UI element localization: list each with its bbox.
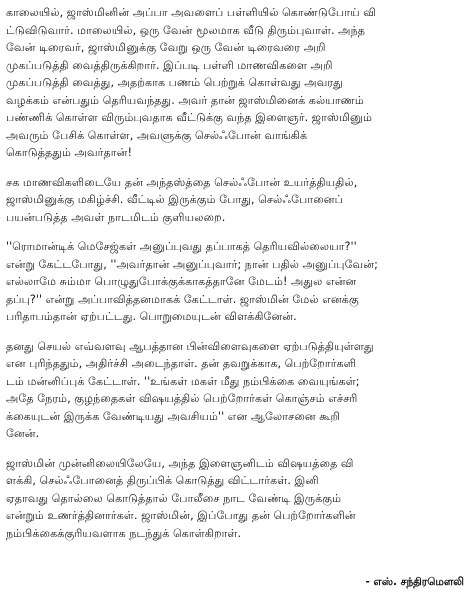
text-line: வேன் டிரைவர், ஜாஸ்மினுக்கு வேறு ஒரு வேன் டிரைவரை அறி	[6, 41, 326, 54]
article-paragraph	[6, 4, 468, 162]
text-line: தனது செயல் எவ்வளவு ஆபத்தான பின்விளைவுகளை ஏற்படுத்தியுள்ளது	[6, 339, 374, 353]
article-paragraph	[6, 238, 468, 326]
text-line: என்றும் உணர்த்தினார்கள். ஜாஸ்மின், இப்போது தன் பெற்றோர்களின்	[6, 509, 356, 522]
text-line: ஜாஸ்மின் முன்னிலையிலேயே, அந்த இளைஞனிடம் விஷயத்தை வி	[6, 456, 354, 470]
text-line: பரிதாபம்தான் ஏற்பட்டது. பொறுமையுடன் விளக்கினேன்.	[6, 310, 297, 323]
text-line: னேன்.	[6, 427, 40, 440]
text-line: டம் மன்னிப்புக் கேட்டாள். ''உங்கள் மகள் மீது நம்பிக்கை வையுங்கள்;	[6, 374, 360, 388]
text-line: முகப்படுத்தி வைத்து, அதற்காக பணம் பெற்றுக் கொள்வது அவரது	[6, 76, 343, 89]
text-line: என புரிந்ததும், அதிர்ச்சி அடைந்தாள். தன் தவறுக்காக, பெற்றோர்களி	[6, 357, 357, 370]
text-line: வழக்கம் என்பதும் தெரியவந்தது. அவர் தான் ஜாஸ்மினைக் கல்யாணம்	[6, 93, 364, 107]
text-line: என்று கேட்டபோது, ''அவர்தான் அனுப்புவார்; நான் பதில் அனுப்புவேன்;	[6, 257, 378, 271]
text-line: ஜாஸ்மினுக்கு மகிழ்ச்சி. வீட்டில் இருக்கும் போது, செல்ஃபோனைப்	[6, 193, 343, 206]
article-paragraph	[6, 455, 468, 543]
text-line: அதே நேரம், குழந்தைகள் விஷயத்தில் பெற்றோர்கள் கொஞ்சம் எச்சரி	[6, 392, 358, 405]
text-line: தப்பு?'' என்று அப்பாவித்தனமாகக் கேட்டாள். ஜாஸ்மின் மேல் எனக்கு	[6, 292, 359, 306]
article-paragraph	[6, 174, 468, 227]
text-line: க்கையுடன் இருக்க வேண்டியது அவசியம்'' என ஆலோசனை கூறி	[6, 409, 341, 423]
text-line: ஏதாவது தொல்லை கொடுத்தால் போலீசை நாட வேண்டி இருக்கும்	[6, 491, 342, 505]
author-signature: - எஸ். சந்திரமௌலி	[365, 576, 464, 588]
text-line: பண்ணிக் கொள்ள விரும்புவதாக வீட்டுக்கு வந்த இளைஞர். ஜாஸ்மினும்	[6, 111, 372, 124]
article-paragraph	[6, 338, 468, 443]
text-line: கொடுத்ததும் அவர்தான்!	[6, 146, 132, 159]
text-line: நம்பிக்கைக்குரியவளாக நடந்துக் கொள்கிறாள்.	[6, 526, 242, 540]
text-line: ''ரொமான்டிக் மெசேஜ்கள் அனுப்புவது தப்பாகத் தெரியவில்லையா?''	[6, 240, 357, 253]
text-line: எல்லாமே சும்மா பொழுதுபோக்குக்காகத்தானே மேடம்! அதுல என்ன	[6, 275, 357, 288]
article-body	[6, 4, 468, 542]
text-line: அவரும் பேசிக் கொள்ள, அவளுக்கு செல்ஃபோன் வாங்கிக்	[6, 128, 308, 142]
text-line: காலையில், ஜாஸ்மினின் அப்பா அவளைப் பள்ளியில் கொண்டுபோய் வி	[6, 6, 376, 19]
text-line: ட்டுவிடுவார். மாலையில், ஒரு வேன் மூலமாக வீடு திரும்புவாள். அந்த	[6, 23, 366, 37]
text-line: பயன்படுத்த அவள் நாடமிடம் குளியலறை.	[6, 210, 226, 224]
text-line: சக மாணவிகளிடையே தன் அந்தஸ்த்தை செல்ஃபோன் உயர்த்தியதில்,	[6, 175, 358, 189]
text-line: ளக்கி, செல்ஃபோனைத் திருப்பிக் கொடுத்து விட்டார்கள். இனி	[6, 474, 319, 487]
text-line: முகப்படுத்தி வைத்திருக்கிறார். இப்படி பள்ளி மாணவிகளை அறி	[6, 58, 333, 72]
